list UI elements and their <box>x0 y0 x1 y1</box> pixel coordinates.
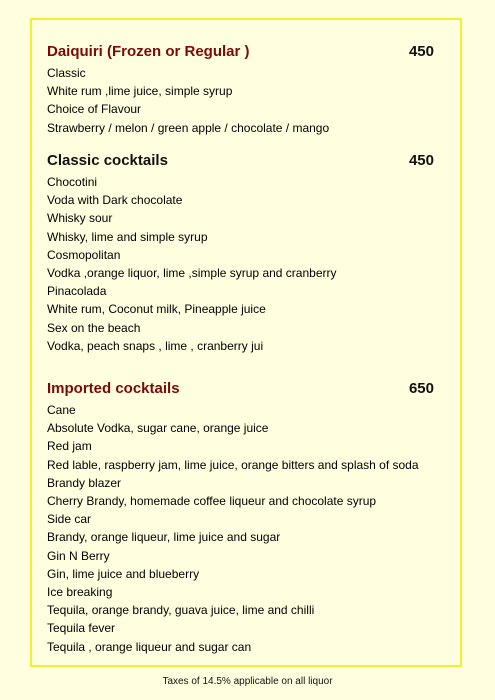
drink-description: Brandy, orange liqueur, lime juice and sugar <box>47 530 281 545</box>
menu-item-list <box>47 401 449 656</box>
drink-description: Red lable, raspberry jam, lime juice, orange bitters and splash of soda <box>47 457 419 472</box>
drink-name: Chocotini <box>47 175 98 189</box>
drink-description: Tequila , orange liqueur and sugar can <box>47 639 252 654</box>
drink-description: Vodka, peach snaps , lime , cranberry jui <box>47 338 264 353</box>
drink-name: Tequila fever <box>47 621 116 636</box>
drink-description: Whisky, lime and simple syrup <box>47 229 208 244</box>
section-header <box>47 377 449 401</box>
drink-name: Ice breaking <box>47 585 113 600</box>
menu-frame <box>30 18 462 667</box>
drink-description: Absolute Vodka, sugar cane, orange juice <box>47 421 269 436</box>
section-title: Imported cocktails <box>47 380 180 397</box>
drink-description: White rum ,lime juice, simple syrup <box>47 84 233 99</box>
menu-item-list <box>47 64 449 137</box>
drink-name: Red jam <box>47 439 92 454</box>
drink-description: Strawberry / melon / green apple / chocolate / mango <box>47 120 330 135</box>
section-title: Daiquiri (Frozen or Regular ) <box>47 43 250 60</box>
section-header <box>47 40 449 64</box>
section-price: 450 <box>408 152 434 169</box>
drink-name: Gin N Berry <box>47 548 110 563</box>
drink-description: Vodka ,orange liquor, lime ,simple syrup and cranberry <box>47 266 337 281</box>
section-title: Classic cocktails <box>47 152 168 169</box>
drink-name: Cane <box>47 403 76 417</box>
drink-name: Cosmopolitan <box>47 247 121 262</box>
section-header <box>47 149 449 173</box>
drink-name: Sex on the beach <box>47 320 141 335</box>
imported-cocktails-section <box>47 377 449 656</box>
drink-name: Choice of Flavour <box>47 102 142 117</box>
drink-name: Whisky sour <box>47 211 113 226</box>
drink-name: Brandy blazer <box>47 475 122 490</box>
drink-description: Cherry Brandy, homemade coffee liqueur and chocolate syrup <box>47 494 377 509</box>
drink-description: White rum, Coconut milk, Pineapple juice <box>47 302 266 317</box>
tax-note: Taxes of 14.5% applicable on all liquor <box>162 676 333 687</box>
menu-item-list <box>47 173 449 355</box>
drink-name: Pinacolada <box>47 284 107 299</box>
section-price: 450 <box>408 43 434 60</box>
section-price: 650 <box>408 380 434 397</box>
drink-name: Side car <box>47 512 92 527</box>
daiquiri-section <box>47 40 449 137</box>
classic-cocktails-section <box>47 149 449 355</box>
drink-description: Gin, lime juice and blueberry <box>47 566 200 581</box>
drink-description: Voda with Dark chocolate <box>47 193 183 208</box>
drink-name: Classic <box>47 66 86 80</box>
drink-description: Tequila, orange brandy, guava juice, lime and chilli <box>47 603 315 618</box>
